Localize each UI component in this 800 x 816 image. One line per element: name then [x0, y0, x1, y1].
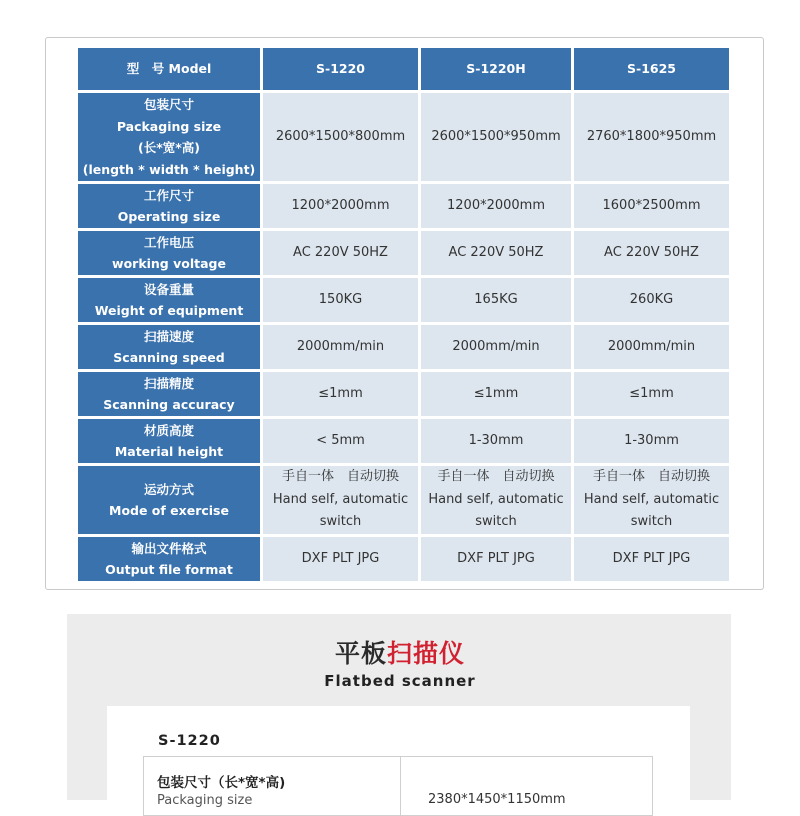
cell-value [574, 466, 729, 534]
row-label [78, 93, 260, 181]
row-label [78, 278, 260, 322]
cell-value: 150KG [263, 278, 418, 322]
cell-value: DXF PLT JPG [574, 537, 729, 581]
inner-value: 2380*1450*1150mm [428, 792, 566, 807]
table-row [78, 466, 729, 534]
section-title-black: 平板 [334, 639, 387, 668]
value-en-cont: switch [630, 514, 673, 530]
cell-value: 260KG [574, 278, 729, 322]
cell-value: AC 220V 50HZ [421, 231, 571, 275]
value-en: Hand self, automatic [428, 491, 564, 507]
cell-value: 165KG [421, 278, 571, 322]
value-zh: 手自一体 自动切换 [437, 469, 555, 485]
cell-value: ≤1mm [421, 372, 571, 416]
label-extra-zh: (长*宽*高) [138, 140, 200, 155]
label-en: Mode of exercise [109, 503, 229, 518]
label-zh: 工作电压 [143, 234, 194, 250]
header-s1220h: S-1220H [421, 48, 571, 90]
value-en: Hand self, automatic [272, 491, 409, 507]
value-zh: 手自一体 自动切换 [592, 469, 710, 485]
cell-value: 2600*1500*800mm [263, 93, 418, 181]
table-row [78, 231, 729, 275]
row-label [78, 325, 260, 369]
row-label [78, 372, 260, 416]
inner-spec-divider [400, 756, 401, 816]
cell-value: DXF PLT JPG [421, 537, 571, 581]
value-en-cont: switch [475, 514, 517, 530]
label-extra-en: (length * width * height) [82, 161, 256, 177]
label-zh: 扫描速度 [143, 328, 194, 344]
inner-label-zh: 包装尺寸（长*宽*高) [157, 775, 286, 791]
table-row [78, 372, 729, 416]
row-label [78, 184, 260, 228]
spec-table [75, 45, 732, 584]
label-zh: 包装尺寸 [143, 97, 194, 112]
row-label [78, 231, 260, 275]
label-zh: 运动方式 [143, 481, 194, 497]
label-zh: 输出文件格式 [131, 540, 207, 556]
label-en: Scanning accuracy [103, 397, 235, 412]
table-header-row [78, 48, 729, 90]
table-row [78, 184, 729, 228]
model-label: S-1220 [158, 733, 221, 749]
label-en: Operating size [117, 209, 221, 224]
label-en: working voltage [112, 256, 226, 271]
table-row [78, 537, 729, 581]
label-en: Scanning speed [113, 350, 225, 365]
section-title-red: 扫描仪 [387, 639, 466, 668]
label-en: Material height [114, 444, 224, 459]
label-zh: 工作尺寸 [143, 187, 194, 203]
table-row [78, 93, 729, 181]
cell-value: < 5mm [263, 419, 418, 463]
inner-label-en: Packaging size [157, 793, 253, 808]
section-title [0, 636, 800, 672]
header-s1220: S-1220 [263, 48, 418, 90]
section-subtitle: Flatbed scanner [324, 672, 476, 690]
cell-value: 2000mm/min [574, 325, 729, 369]
cell-value: 2760*1800*950mm [574, 93, 729, 181]
value-en: Hand self, automatic [583, 491, 720, 507]
cell-value: 2600*1500*950mm [421, 93, 571, 181]
label-zh: 材质高度 [143, 422, 194, 438]
header-model: 型 号 Model [78, 48, 260, 90]
cell-value: 2000mm/min [421, 325, 571, 369]
cell-value: ≤1mm [263, 372, 418, 416]
row-label [78, 537, 260, 581]
cell-value: 1-30mm [574, 419, 729, 463]
label-zh: 设备重量 [143, 281, 194, 297]
label-en: Weight of equipment [94, 303, 244, 318]
value-en-cont: switch [319, 514, 362, 530]
cell-value [263, 466, 418, 534]
cell-value: 2000mm/min [263, 325, 418, 369]
row-label [78, 466, 260, 534]
cell-value: ≤1mm [574, 372, 729, 416]
table-row [78, 419, 729, 463]
header-s1625: S-1625 [574, 48, 729, 90]
cell-value [421, 466, 571, 534]
cell-value: 1200*2000mm [421, 184, 571, 228]
table-row [78, 278, 729, 322]
row-label [78, 419, 260, 463]
cell-value: 1600*2500mm [574, 184, 729, 228]
value-zh: 手自一体 自动切换 [281, 469, 399, 485]
cell-value: DXF PLT JPG [263, 537, 418, 581]
table-row [78, 325, 729, 369]
label-en: Output file format [105, 562, 233, 577]
cell-value: 1200*2000mm [263, 184, 418, 228]
cell-value: AC 220V 50HZ [574, 231, 729, 275]
label-zh: 扫描精度 [143, 375, 194, 391]
cell-value: AC 220V 50HZ [263, 231, 418, 275]
cell-value: 1-30mm [421, 419, 571, 463]
label-en: Packaging size [116, 118, 222, 134]
